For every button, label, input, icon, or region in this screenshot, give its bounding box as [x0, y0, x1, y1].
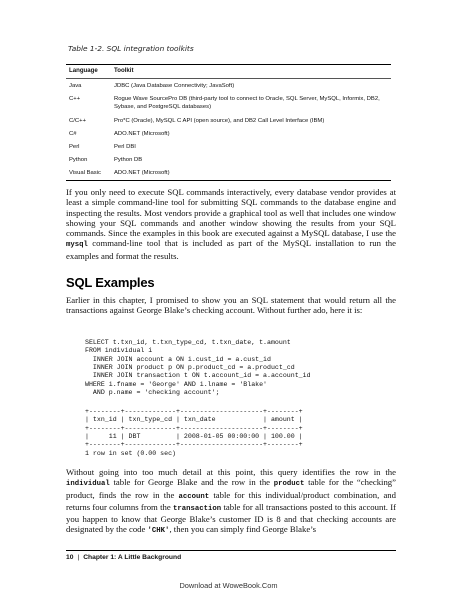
page-footer: [66, 554, 181, 561]
section-heading: SQL Examples: [66, 275, 155, 290]
inline-code: mysql: [66, 241, 88, 250]
text: table for the “checking” product, finds the row in the: [66, 477, 396, 500]
cell-language: C#: [69, 130, 77, 137]
table-row: [66, 166, 391, 180]
table-row: [66, 140, 391, 153]
header-toolkit: Toolkit: [111, 65, 391, 79]
text: command-line tool that is included as part of the MySQL installation to run the examples and format the results.: [66, 238, 396, 261]
cell-language: Visual Basic: [66, 166, 111, 180]
cell-toolkit: ADO.NET (Microsoft): [114, 130, 170, 137]
table-row: [66, 114, 391, 127]
cell-toolkit: ADO.NET (Microsoft): [111, 166, 391, 180]
cell-language: Perl: [69, 144, 80, 151]
cell-language: C++: [69, 96, 81, 103]
paragraph-interactive-tools: [66, 187, 396, 261]
inline-code: individual: [66, 480, 110, 489]
cell-toolkit: Perl DBI: [114, 144, 136, 151]
paragraph-intro: Earlier in this chapter, I promised to show you an SQL statement that would return all the transactions against George Blake’s checking account. Without further ado, here it is:: [66, 295, 396, 316]
footer-divider: [66, 550, 396, 551]
download-watermark: Download at WoweBook.Com: [179, 581, 278, 590]
cell-language: Python: [69, 157, 88, 164]
toolkits-table: [66, 64, 391, 181]
cell-toolkit: JDBC (Java Database Connectivity; JavaSoft): [114, 83, 235, 89]
cell-toolkit: Rogue Wave SourcePro DB (third-party tool to connect to Oracle, SQL Server, MySQL, Informix, DB2, Sybase, and PostgreSQL databases): [114, 96, 380, 111]
cell-language: C/C++: [69, 117, 87, 124]
cell-toolkit: Python DB: [114, 157, 143, 164]
table-row: [66, 79, 391, 93]
text: , then you can simply find George Blake’s: [169, 524, 316, 535]
chapter-title: Chapter 1: A Little Background: [83, 554, 182, 561]
sql-query-code: SELECT t.txn_id, t.txn_type_cd, t.txn_date, t.amount FROM individual i INNER JOIN account a ON i.cust_id = a.cust_id INNER JOIN product p ON p.product_cd = a.product_cd INNER JOIN transaction t ON t.account_id = a.account_id WHERE i.fname = 'George' AND i.lname = 'Blake' AND p.name = 'checking account';: [85, 339, 311, 397]
text: If you only need to execute SQL commands interactively, every database vendor provides at least a simple command-line tool for submitting SQL commands to the database engine and inspecting the results. Most vendors provide a graphical tool as well that includes one window showing your SQL commands and another window showing the results from your SQL commands. Since the examples in this book are executed against a MySQL database, I use the: [66, 187, 396, 239]
text: Without going into too much detail at this point, this query identifies the row in the: [66, 467, 396, 477]
cell-language: Java: [69, 83, 82, 89]
paragraph-explanation: [66, 467, 396, 537]
page-number: 10: [66, 554, 74, 561]
table-row: [66, 127, 391, 140]
footer-separator: |: [77, 554, 80, 561]
inline-code: product: [273, 480, 305, 489]
table-header-row: [66, 65, 391, 79]
header-language: Language: [66, 65, 111, 79]
cell-toolkit: Pro*C (Oracle), MySQL C API (open source), and DB2 Call Level Interface (IBM): [114, 117, 325, 124]
query-result-output: +--------+-------------+---------------------+--------+ | txn_id | txn_type_cd | txn_date | amount | +--------+-------------+---------------------+--------+ | 11 | DBT | 2008-01-05 00:00:00 | 100.00 | +--------+-------------+---------------------+--------+ 1 row in set (0.00 sec): [85, 408, 303, 457]
inline-code: account: [178, 492, 210, 501]
text: table for George Blake and the row in the: [109, 477, 274, 488]
table-caption: Table 1-2. SQL integration toolkits: [68, 44, 194, 53]
inline-code: transaction: [173, 504, 222, 513]
text: table for this individual/product combination, and returns four columns from the: [66, 489, 396, 512]
inline-code: 'CHK': [147, 527, 170, 536]
text: table for all transactions posted to this account. If you happen to know that George Blake’s customer ID is 8 and that checking accounts are designated by the code: [66, 501, 396, 535]
table-row: [66, 92, 391, 113]
table-row: [66, 153, 391, 166]
